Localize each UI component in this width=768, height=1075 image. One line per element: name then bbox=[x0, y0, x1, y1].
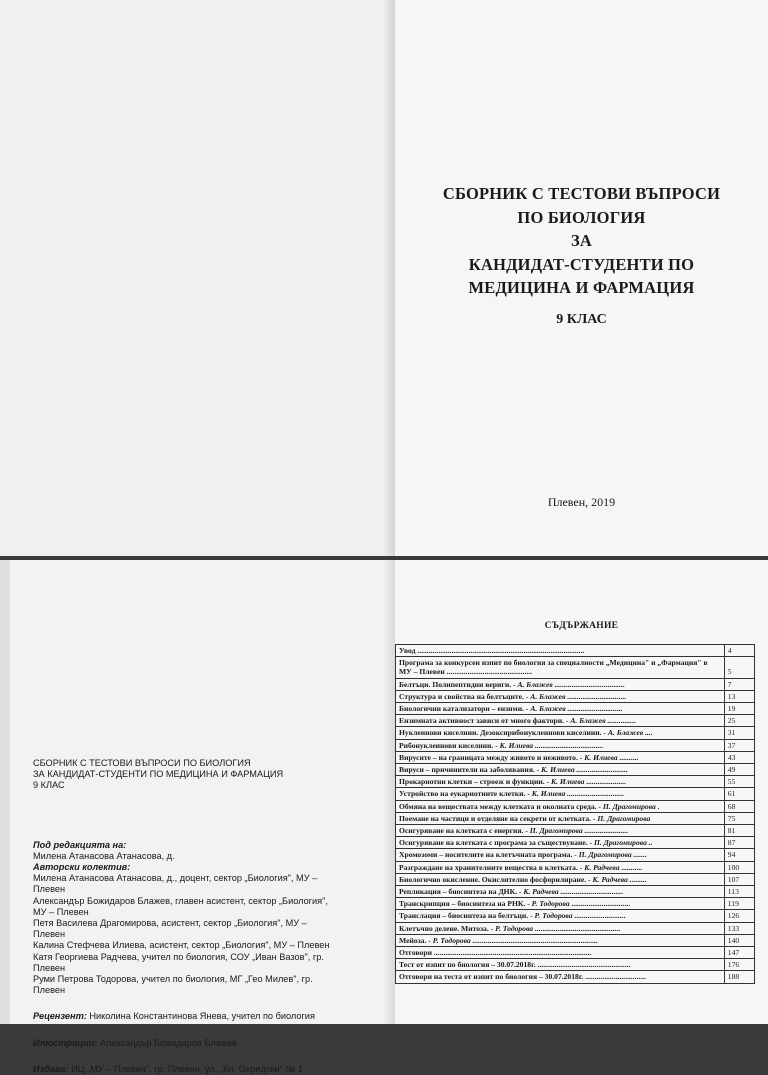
toc-entry-author: Р. Тодорова ............................... bbox=[531, 899, 631, 909]
toc-entry-title bbox=[396, 776, 725, 788]
toc-entry-text: Белтъци. Полипептидни вериги. - bbox=[399, 679, 518, 689]
toc-entry-text: Репликация – биосинтеза на ДНК. - bbox=[399, 887, 524, 897]
toc-row[interactable] bbox=[396, 825, 755, 837]
cover-title-line: КАНДИДАТ-СТУДЕНТИ ПО bbox=[468, 254, 695, 274]
imprint-page bbox=[0, 560, 395, 1074]
authors-label: Авторски колектив: bbox=[33, 862, 131, 873]
toc-page-number: 75 bbox=[724, 812, 754, 824]
toc-entry-author: А. Блажев .... bbox=[607, 728, 653, 738]
toc-entry-title bbox=[396, 751, 725, 763]
toc-row[interactable] bbox=[396, 715, 755, 727]
imprint-title-line: ЗА КАНДИДАТ-СТУДЕНТИ ПО МЕДИЦИНА И ФАРМАЦИЯ bbox=[33, 769, 284, 780]
contents-page bbox=[395, 560, 768, 1024]
toc-entry-text: Хромозоми – носителите на клетъчната програма. - bbox=[399, 850, 579, 860]
toc-page-number: 140 bbox=[724, 934, 754, 946]
toc-page-number: 25 bbox=[724, 715, 754, 727]
toc-page-number: 188 bbox=[724, 971, 754, 983]
toc-row[interactable] bbox=[396, 776, 755, 788]
toc-entry-author: А. Блажев ............... bbox=[570, 716, 637, 726]
cover-place-year: Плевен, 2019 bbox=[547, 495, 616, 509]
toc-entry-title bbox=[396, 703, 725, 715]
toc-entry-author: А. Блажев ............................. bbox=[530, 704, 623, 714]
toc-row[interactable] bbox=[396, 764, 755, 776]
publisher-name: ИЦ „МУ – Плевен", гр. Плевен, ул. „Кл. Охридски" № 1 bbox=[71, 1063, 304, 1074]
toc-entry-text: Устройство на еукариотните клетки. - bbox=[399, 789, 532, 799]
toc-row[interactable] bbox=[396, 751, 755, 763]
toc-title: СЪДЪРЖАНИЕ bbox=[544, 621, 619, 631]
toc-entry-title bbox=[396, 934, 725, 946]
toc-row[interactable] bbox=[396, 886, 755, 898]
toc-page-number: 100 bbox=[724, 861, 754, 873]
toc-entry-author: К. Илиева .................................... bbox=[499, 740, 604, 750]
toc-table bbox=[395, 644, 755, 984]
author-line: Петя Василева Драгомирова, асистент, сектор „Биология", МУ – Плевен bbox=[33, 918, 307, 940]
toc-entry-title bbox=[396, 800, 725, 812]
toc-entry-title bbox=[396, 898, 725, 910]
toc-entry-title bbox=[396, 657, 725, 678]
toc-row[interactable] bbox=[396, 959, 755, 971]
toc-entry-author: П. Драгомирова ....... bbox=[578, 850, 647, 860]
toc-entry-author: А. Блажев ..................................... bbox=[517, 679, 625, 689]
toc-page-number: 119 bbox=[724, 898, 754, 910]
toc-entry-text: Транслация – биосинтеза на белтъци. - bbox=[399, 911, 535, 921]
imprint-title-line: СБОРНИК С ТЕСТОВИ ВЪПРОСИ ПО БИОЛОГИЯ bbox=[33, 758, 251, 768]
toc-row[interactable] bbox=[396, 947, 755, 959]
illustrations-label: Илюстрации: bbox=[33, 1037, 98, 1048]
toc-row[interactable] bbox=[396, 739, 755, 751]
cover-title-line: ЗА bbox=[570, 231, 593, 250]
imprint-book-title bbox=[33, 758, 333, 792]
toc-page-number: 4 bbox=[724, 645, 754, 657]
toc-entry-text: Отговори ................................................................................... bbox=[399, 948, 592, 958]
toc-row[interactable] bbox=[396, 678, 755, 690]
cover-title bbox=[415, 182, 748, 300]
toc-entry-text: Вируси – причинители на заболявания. - bbox=[399, 765, 542, 775]
toc-entry-text: Транскрипция – биосинтеза на РНК. - bbox=[399, 899, 532, 909]
toc-page-number: 31 bbox=[724, 727, 754, 739]
cover-title-line: ПО БИОЛОГИЯ bbox=[517, 207, 646, 227]
toc-page-number: 5 bbox=[724, 657, 754, 678]
toc-page-number: 94 bbox=[724, 849, 754, 861]
author-line: Катя Георгиева Радчева, учител по биология, СОУ „Иван Вазов", гр. Плевен bbox=[33, 951, 324, 973]
toc-page-number: 126 bbox=[724, 910, 754, 922]
toc-row[interactable] bbox=[396, 910, 755, 922]
toc-entry-author: К. Радчева ........... bbox=[584, 862, 643, 872]
toc-entry-title bbox=[396, 873, 725, 885]
toc-page-number: 147 bbox=[724, 947, 754, 959]
imprint-title-line: 9 КЛАС bbox=[33, 780, 65, 791]
toc-entry-author: П. Драгомирова ....................... bbox=[529, 826, 629, 836]
toc-row[interactable] bbox=[396, 703, 755, 715]
imprint-block bbox=[33, 758, 333, 1075]
editor-name: Милена Атанасова Атанасова, д. bbox=[33, 850, 175, 861]
toc-page-number: 13 bbox=[724, 690, 754, 702]
toc-page-number: 55 bbox=[724, 776, 754, 788]
toc-entry-author: К. Илиева ........................... bbox=[541, 765, 628, 775]
cover-title-line: МЕДИЦИНА И ФАРМАЦИЯ bbox=[468, 278, 695, 297]
cover-title-line: СБОРНИК С ТЕСТОВИ ВЪПРОСИ bbox=[442, 184, 721, 203]
toc-entry-text: Увод ........................................................................................ bbox=[399, 646, 585, 655]
toc-entry-text: Нуклеинови киселини. Дезоксирибонуклеинови киселини. - bbox=[399, 728, 608, 738]
toc-entry-title bbox=[396, 849, 725, 861]
toc-entry-text: Разграждане на хранителните вещества в клетката. - bbox=[399, 862, 585, 872]
toc-entry-author: П. Драгомирова bbox=[597, 813, 651, 823]
reviewer-name: Николина Константинова Янева, учител по биология bbox=[89, 1011, 315, 1022]
toc-row[interactable] bbox=[396, 922, 755, 934]
toc-page-number: 43 bbox=[724, 751, 754, 763]
toc-entry-text: Биологично окисление. Окислително фосфорилиране. - bbox=[399, 874, 593, 884]
toc-entry-title bbox=[396, 739, 725, 751]
toc-entry-text: Осигуряване на клетката с енергия. - bbox=[399, 826, 530, 836]
publisher-row bbox=[33, 1064, 333, 1075]
toc-entry-text: Структура и свойства на белтъците. - bbox=[399, 691, 531, 701]
toc-page-number: 7 bbox=[724, 678, 754, 690]
toc-entry-text: Програма за конкурсен изпит по биология за специалности „Медицина" и „Фармация" в МУ – Плевен ............................................. bbox=[399, 658, 708, 677]
toc-entry-author: К. Илиева .......... bbox=[584, 752, 639, 762]
toc-entry-title bbox=[396, 645, 725, 657]
toc-entry-text: Обмяна на веществата между клетката и околната среда. - bbox=[399, 801, 603, 811]
toc-row[interactable] bbox=[396, 812, 755, 824]
toc-row[interactable] bbox=[396, 645, 755, 657]
toc-entry-author: П. Драгомирова . bbox=[602, 801, 660, 811]
toc-entry-author: К. Илиева .............................. bbox=[531, 789, 625, 799]
toc-entry-text: Тест от изпит по биология – 30.07.2018г. ................................................. bbox=[399, 960, 631, 970]
toc-row[interactable] bbox=[396, 800, 755, 812]
toc-row[interactable] bbox=[396, 861, 755, 873]
toc-entry-title bbox=[396, 886, 725, 898]
toc-entry-text: Поемане на частици и отделяне на секрети от клетката. - bbox=[399, 813, 598, 823]
toc-row[interactable] bbox=[396, 934, 755, 946]
toc-entry-text: Клетъчно делене. Митоза. - bbox=[399, 923, 496, 933]
toc-page-number: 19 bbox=[724, 703, 754, 715]
toc-entry-author: П. Драгомирова .. bbox=[593, 838, 653, 848]
cover-grade: 9 КЛАС bbox=[556, 312, 607, 327]
imprint-editor-section bbox=[33, 840, 333, 997]
blank-left-page bbox=[0, 0, 395, 556]
toc-row[interactable] bbox=[396, 657, 755, 678]
toc-entry-author: А. Блажев ............................... bbox=[530, 691, 627, 701]
illustrations-name: Александър Божидаров Блажев bbox=[99, 1037, 237, 1048]
toc-row[interactable] bbox=[396, 788, 755, 800]
toc-entry-title bbox=[396, 861, 725, 873]
toc-entry-author: К. Радчева ................................. bbox=[523, 887, 624, 897]
toc-entry-title bbox=[396, 715, 725, 727]
reviewer-label: Рецензент: bbox=[33, 1011, 87, 1022]
toc-entry-title bbox=[396, 678, 725, 690]
toc-entry-text: Прокариотни клетки – строеж и функции. - bbox=[399, 777, 551, 787]
author-line: Милена Атанасова Атанасова, д., доцент, сектор „Биология", МУ – Плевен bbox=[33, 873, 318, 895]
toc-row[interactable] bbox=[396, 971, 755, 983]
toc-row[interactable] bbox=[396, 837, 755, 849]
toc-page-number: 107 bbox=[724, 873, 754, 885]
toc-entry-title bbox=[396, 837, 725, 849]
toc-entry-author: Р. Тодорова ........................... bbox=[534, 911, 626, 921]
toc-entry-title bbox=[396, 690, 725, 702]
toc-page-number: 37 bbox=[724, 739, 754, 751]
toc-entry-title bbox=[396, 947, 725, 959]
toc-entry-text: Биологични катализатори – ензими. - bbox=[399, 704, 531, 714]
toc-entry-text: Отговори на теста от изпит по биология – 30.07.2018г. ................................ bbox=[399, 972, 646, 982]
toc-row[interactable] bbox=[396, 849, 755, 861]
toc-page-number: 49 bbox=[724, 764, 754, 776]
toc-entry-text: Ензимната активност зависи от много фактори. - bbox=[399, 716, 571, 726]
toc-entry-title bbox=[396, 825, 725, 837]
toc-entry-title bbox=[396, 727, 725, 739]
toc-entry-text: Вирусите – на границата между живото и неживото. - bbox=[399, 752, 585, 762]
publisher-label: Издава: bbox=[33, 1063, 69, 1074]
toc-entry-author: Р. Тодорова ............................................. bbox=[495, 923, 621, 933]
toc-entry-title bbox=[396, 922, 725, 934]
toc-page-number: 87 bbox=[724, 837, 754, 849]
toc-entry-title bbox=[396, 812, 725, 824]
toc-entry-title bbox=[396, 788, 725, 800]
toc-entry-title bbox=[396, 910, 725, 922]
author-line: Руми Петрова Тодорова, учител по биология, МГ „Гео Милев", гр. Плевен bbox=[33, 974, 313, 996]
author-line: Калина Стефчева Илиева, асистент, сектор „Биология", МУ – Плевен bbox=[33, 940, 330, 951]
toc-page-number: 81 bbox=[724, 825, 754, 837]
toc-entry-author: К. Илиева ..................... bbox=[550, 777, 627, 787]
toc-page-number: 176 bbox=[724, 959, 754, 971]
toc-page-number: 61 bbox=[724, 788, 754, 800]
editor-label: Под редакцията на: bbox=[33, 839, 127, 850]
author-line: Александър Божидаров Блажев, главен асистент, сектор „Биология", МУ – Плевен bbox=[33, 895, 328, 917]
toc-row[interactable] bbox=[396, 690, 755, 702]
toc-entry-text: Мейоза. - bbox=[399, 935, 433, 945]
toc-row[interactable] bbox=[396, 898, 755, 910]
toc-entry-title bbox=[396, 971, 725, 983]
toc-entry-title bbox=[396, 959, 725, 971]
toc-entry-text: Осигуряване на клетката с програма за съществуване. - bbox=[399, 838, 594, 848]
toc-page-number: 68 bbox=[724, 800, 754, 812]
toc-entry-author: Р. Тодорова .................................................................. bbox=[432, 935, 598, 945]
cover-page bbox=[395, 0, 768, 556]
toc-entry-title bbox=[396, 764, 725, 776]
toc-row[interactable] bbox=[396, 873, 755, 885]
page-gutter-shadow bbox=[383, 560, 395, 1024]
toc-row[interactable] bbox=[396, 727, 755, 739]
page-gutter-shadow bbox=[383, 0, 395, 556]
toc-entry-text: Рибонуклеинови киселини. - bbox=[399, 740, 500, 750]
toc-page-number: 133 bbox=[724, 922, 754, 934]
toc-page-number: 113 bbox=[724, 886, 754, 898]
illustrations-row bbox=[33, 1038, 333, 1049]
reviewer-row bbox=[33, 1011, 333, 1022]
toc-entry-author: К. Радчева ......... bbox=[592, 874, 647, 884]
scan-edge-band bbox=[0, 560, 10, 1024]
